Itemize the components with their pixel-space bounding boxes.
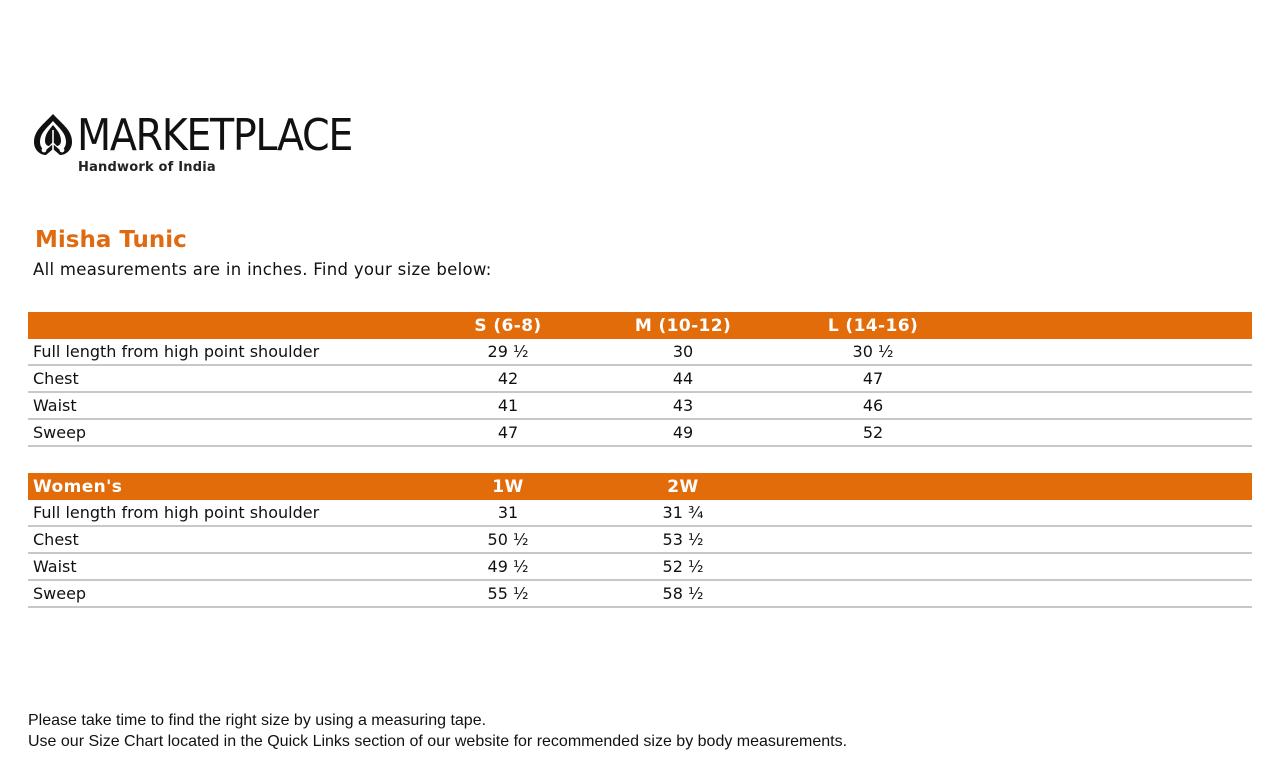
cell-value: 29 ½ [423, 339, 593, 365]
header-size-m: M (10-12) [593, 312, 773, 339]
cell-spacer [973, 339, 1252, 365]
row-label: Chest [28, 526, 423, 553]
brand-name: MARKETPLACE [77, 110, 353, 161]
cell-spacer [973, 526, 1252, 553]
page-subtitle: All measurements are in inches. Find your size below: [33, 260, 492, 279]
header-size-s: S (6-8) [423, 312, 593, 339]
table-row [28, 365, 1252, 392]
row-label: Chest [28, 365, 423, 392]
cell-spacer [973, 365, 1252, 392]
row-label: Full length from high point shoulder [28, 339, 423, 365]
cell-value: 49 ½ [423, 553, 593, 580]
page-title: Misha Tunic [35, 227, 187, 253]
table-row [28, 392, 1252, 419]
table-row [28, 339, 1252, 365]
cell-value: 52 ½ [593, 553, 773, 580]
footer-line-1: Please take time to find the right size by using a measuring tape. [28, 712, 487, 729]
size-table-womens [28, 473, 1252, 608]
header-spacer [773, 473, 973, 500]
cell-value: 49 [593, 419, 773, 446]
row-label: Sweep [28, 580, 423, 607]
cell-value: 42 [423, 365, 593, 392]
cell-value: 47 [423, 419, 593, 446]
cell-value [773, 553, 973, 580]
header-label-cell [28, 312, 423, 339]
leaf-logo-icon [30, 112, 76, 158]
row-label: Waist [28, 392, 423, 419]
table-row [28, 526, 1252, 553]
cell-spacer [973, 553, 1252, 580]
header-spacer [973, 312, 1252, 339]
cell-value: 58 ½ [593, 580, 773, 607]
cell-value [773, 526, 973, 553]
table-header-row [28, 312, 1252, 339]
cell-value: 30 [593, 339, 773, 365]
footer-line-2: Use our Size Chart located in the Quick Links section of our website for recommended size by body measurements. [28, 733, 848, 750]
cell-spacer [973, 392, 1252, 419]
cell-value: 50 ½ [423, 526, 593, 553]
brand-logo [30, 112, 400, 178]
cell-value: 31 ¾ [593, 500, 773, 526]
cell-value: 30 ½ [773, 339, 973, 365]
cell-value: 47 [773, 365, 973, 392]
cell-value [773, 500, 973, 526]
size-table-regular [28, 312, 1252, 447]
table-row [28, 500, 1252, 526]
row-label: Waist [28, 553, 423, 580]
header-size-l: L (14-16) [773, 312, 973, 339]
header-size-1w: 1W [423, 473, 593, 500]
row-label: Sweep [28, 419, 423, 446]
footer-note [28, 710, 847, 752]
table-row [28, 580, 1252, 607]
cell-value: 55 ½ [423, 580, 593, 607]
cell-spacer [973, 419, 1252, 446]
cell-value: 52 [773, 419, 973, 446]
row-label: Full length from high point shoulder [28, 500, 423, 526]
brand-tagline: Handwork of India [78, 160, 216, 175]
header-spacer [973, 473, 1252, 500]
cell-spacer [973, 500, 1252, 526]
cell-spacer [973, 580, 1252, 607]
cell-value: 43 [593, 392, 773, 419]
cell-value: 46 [773, 392, 973, 419]
cell-value: 53 ½ [593, 526, 773, 553]
table-row [28, 419, 1252, 446]
cell-value: 31 [423, 500, 593, 526]
cell-value [773, 580, 973, 607]
table-header-row [28, 473, 1252, 500]
header-womens: Women's [28, 473, 423, 500]
header-size-2w: 2W [593, 473, 773, 500]
table-row [28, 553, 1252, 580]
cell-value: 41 [423, 392, 593, 419]
cell-value: 44 [593, 365, 773, 392]
